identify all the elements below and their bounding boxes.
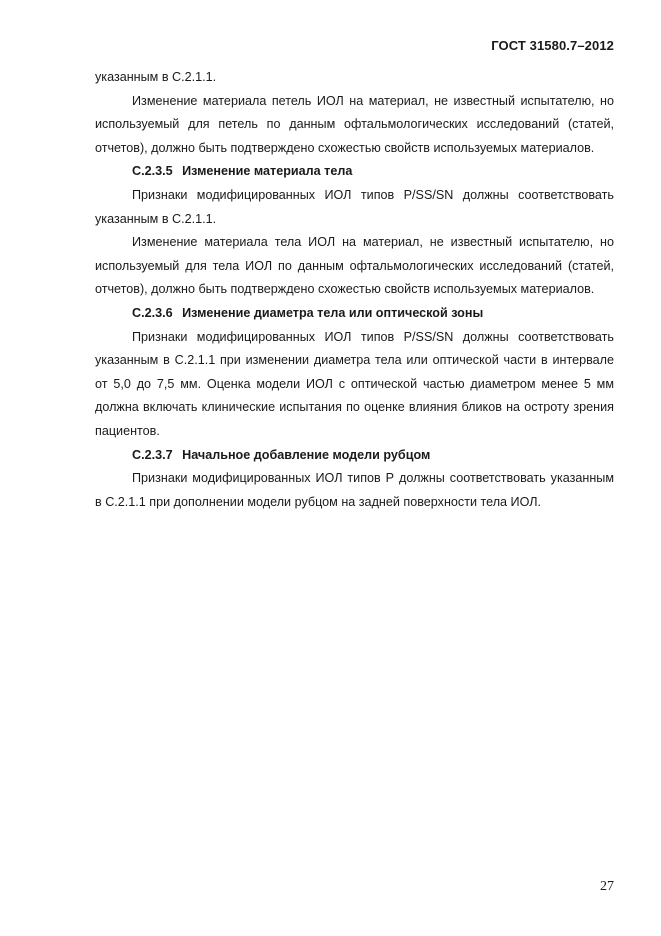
section-heading [95,444,614,468]
section-number: С.2.3.7 [132,447,173,462]
section-number: С.2.3.6 [132,305,173,320]
page-number: 27 [600,879,614,894]
section-title: Изменение диаметра тела или оптической зоны [182,305,484,320]
paragraph: Признаки модифицированных ИОЛ типов P/SS/SN должны соответствовать указанным в С.2.1.1. [95,187,614,226]
paragraph: Изменение материала петель ИОЛ на материал, не известный испытателю, но используемый для петель по данным офтальмологических исследований (статей, отчетов), должно быть подтверждено схожестью свойств используемых материалов. [95,93,614,155]
section-title: Изменение материала тела [182,164,353,179]
paragraph: Признаки модифицированных ИОЛ типов Р должны соответствовать указанным в С.2.1.1 при дополнении модели рубцом на задней поверхности тела ИОЛ. [95,471,614,509]
paragraph: Изменение материала тела ИОЛ на материал, не известный испытателю, но используемый для тела ИОЛ по данным офтальмологических исследований (статей, отчетов), должно быть подтверждено схожестью свойств используемых материалов. [95,235,614,297]
paragraph: указанным в С.2.1.1. [95,70,217,84]
section-title: Начальное добавление модели рубцом [182,447,431,462]
section-number: С.2.3.5 [132,164,173,179]
page-body [95,66,614,514]
paragraph: Признаки модифицированных ИОЛ типов P/SS/SN должны соответствовать указанным в С.2.1.1 при изменении диаметра тела или оптической части в интервале от 5,0 до 7,5 мм. Оценка модели ИОЛ с оптической частью диаметром менее 5 мм должна включать клинические испытания по оценке влияния бликов на остроту зрения пациентов. [95,329,614,438]
section-heading [95,160,614,184]
document-id-header: ГОСТ 31580.7–2012 [491,38,614,53]
section-heading [95,302,614,326]
